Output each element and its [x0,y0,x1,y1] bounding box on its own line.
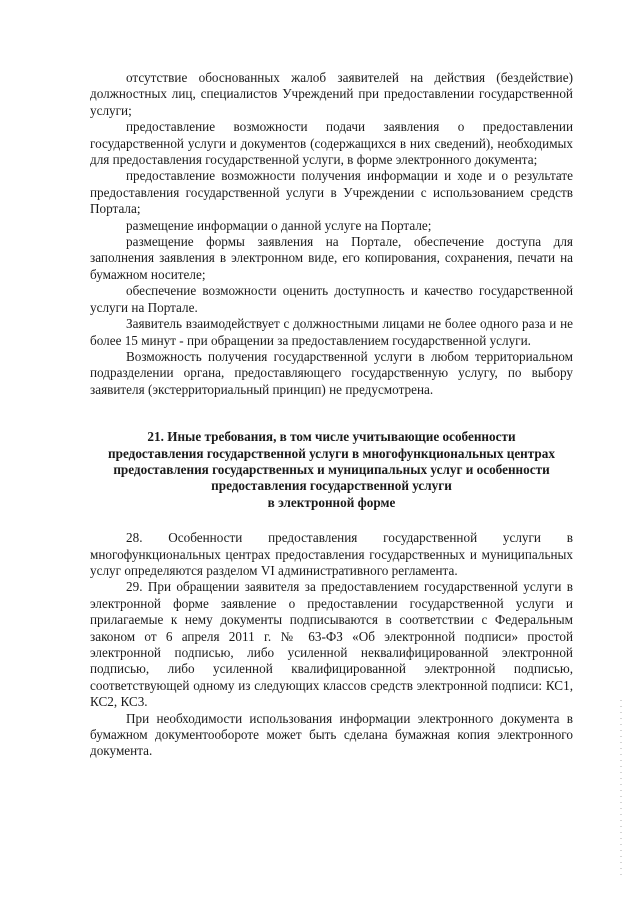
document-page [90,70,573,760]
heading-line: 21. Иные требования, в том числе учитывающие особенности [147,429,516,445]
paragraph: обеспечение возможности оценить доступность и качество государственной услуги на Портале. [90,283,573,315]
paragraph: При необходимости использования информации электронного документа в бумажном документообороте может быть сделана бумажная копия электронного документа. [90,710,573,759]
paragraph: 28. Особенности предоставления государственной услуги в многофункциональных центрах предоставления государственных и муниципальных услуг определяются разделом VI административного регламента. [90,530,573,578]
spacer [90,511,573,530]
heading-line: предоставления государственной услуги в многофункциональных центрах [108,445,555,461]
scan-edge-marks [620,700,622,880]
paragraph: предоставление возможности подачи заявления о предоставлении государственной услуги и документов (содержащихся в них сведений), необходимых для предоставления государственной услуги, в форме электронного документа; [90,119,573,168]
paragraph: отсутствие обоснованных жалоб заявителей на действия (бездействие) должностных лиц, специалистов Учреждений при предоставлении государственной услуги; [90,70,573,118]
paragraph: размещение информации о данной услуге на Портале; [126,217,432,233]
paragraph: размещение формы заявления на Портале, обеспечение доступа для заполнения заявления в электронном виде, его копирования, сохранения, печати на бумажном носителе; [90,234,573,282]
paragraph: предоставление возможности получения информации и ходе и о результате предоставления государственной услуги в Учреждении с использованием средств Портала; [90,168,573,217]
paragraph: 29. При обращении заявителя за предоставлением государственной услуги в электронной форме заявление о предоставлении государственной услуги и прилагаемые к нему документы подписываются в соответствии с Федеральным законом от 6 апреля 2011 г. № 63-ФЗ «Об электронной подписи» простой электронной подписью, либо усиленной неквалифицированной электронной подписью, либо усиленной квалифицированной электронной подписью, соответствующей одному из следующих классов средств электронной подписи: КС1, КС2, КС3. [90,579,573,710]
spacer [90,398,573,429]
paragraph: Возможность получения государственной услуги в любом территориальном подразделении органа, предоставляющего государственную услугу, по выбору заявителя (экстерриториальный принцип) не предусмотрена. [90,348,573,397]
paragraph: Заявитель взаимодействует с должностными лицами не более одного раза и не более 15 минут - при обращении за предоставлением государственной услуги. [90,316,573,348]
heading-line: предоставления государственной услуги [211,478,452,494]
section-heading [90,429,573,511]
heading-line: предоставления государственных и муниципальных услуг и особенности [113,461,550,477]
heading-line: в электронной форме [267,494,396,510]
